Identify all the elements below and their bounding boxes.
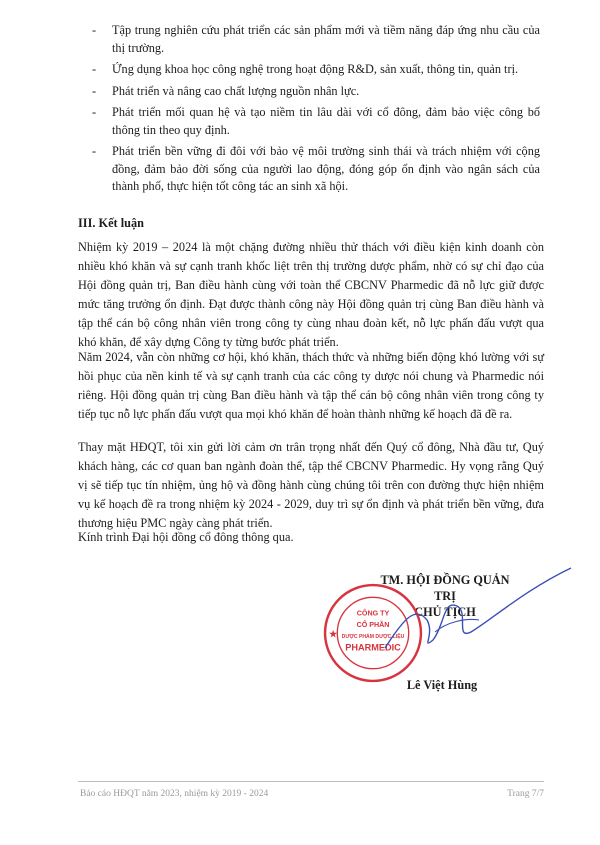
bullet-text: Phát triển và nâng cao chất lượng nguồn nhân lực. bbox=[112, 83, 360, 98]
seal-text: PHARMEDIC bbox=[345, 642, 401, 653]
bullet-item bbox=[92, 143, 540, 196]
section-heading-conclusion: III. Kết luận bbox=[78, 216, 144, 230]
bullet-text: Phát triển bền vững đi đôi với bảo vệ môi trường sinh thái và trách nhiệm với cộng đồng, đảm bảo đời sống của người lao động, đóng góp ổn định vào ngân sách của thành phố, thực hiện tốt công tác an sinh xã hội. bbox=[112, 144, 540, 193]
conclusion-paragraph: Năm 2024, vẫn còn những cơ hội, khó khăn, thách thức và những biến động khó lường với sự hồi phục của nền kinh tế và sự cạnh tranh của các công ty dược nói chung và Pharmedic nói riêng. Hội đồng quản trị cùng Ban điều hành và tập thể cán bộ công nhân viên trong công ty tiếp tục nỗ lực phấn đấu vượt qua mọi khó khăn để hoàn thành những kế hoạch đã đề ra. bbox=[78, 350, 544, 421]
signer-name: Lê Việt Hùng bbox=[406, 678, 478, 692]
bullet-text: Ứng dụng khoa học công nghệ trong hoạt động R&D, sản xuất, thông tin, quản trị. bbox=[112, 62, 519, 76]
signature-role: CHỦ TỊCH bbox=[414, 605, 476, 619]
bullet-dash: - bbox=[92, 144, 97, 158]
bullet-dash: - bbox=[92, 62, 97, 76]
bullet-item bbox=[92, 104, 540, 139]
handwritten-signature bbox=[375, 560, 575, 670]
closing-paragraph: Kính trình Đại hội đồng cổ đông thông qua. bbox=[78, 530, 294, 544]
conclusion-paragraph: Nhiệm kỳ 2019 – 2024 là một chặng đường nhiều thử thách với điều kiện kinh doanh còn nhiều khó khăn và sự cạnh tranh khốc liệt trên thị trường dược phẩm, nhờ có sự chỉ đạo của Hội đồng quản trị, Ban điều hành cùng với toàn thể CBCNV Pharmedic đã nỗ lực giữ được mức tăng trưởng ổn định. Đạt được thành công này Hội đồng quản trị cùng Ban điều hành và tập thể cán bộ công nhân viên trong công ty cùng nhau đoàn kết, nỗ lực phấn đấu vượt qua khó khăn, để xây dựng Công ty từng bước phát triển. bbox=[78, 240, 544, 349]
bullet-dash: - bbox=[92, 105, 97, 119]
bullet-dash: - bbox=[92, 83, 97, 98]
seal-text: DƯỢC PHẨM DƯỢC LIỆU bbox=[341, 634, 405, 641]
bullet-text: Tập trung nghiên cứu phát triển các sản phẩm mới và tiềm năng đáp ứng nhu cầu của thị trường. bbox=[112, 23, 540, 55]
bullet-item bbox=[92, 61, 540, 79]
footer-report-title: Báo cáo HĐQT năm 2023, nhiệm kỳ 2019 - 2024 bbox=[80, 789, 269, 799]
signature-title: TM. HỘI ĐỒNG QUẢN TRỊ bbox=[380, 573, 510, 603]
seal-text: CỔ PHẦN bbox=[356, 620, 390, 629]
bullet-item bbox=[92, 83, 540, 101]
bullet-item bbox=[92, 22, 540, 57]
footer-divider bbox=[78, 781, 544, 782]
conclusion-paragraph: Thay mặt HĐQT, tôi xin gửi lời cảm ơn trân trọng nhất đến Quý cổ đông, Nhà đầu tư, Quý khách hàng, các cơ quan ban ngành đoàn thể, tập thể CBCNV Pharmedic. Hy vọng rằng Quý vị sẽ tiếp tục tín nhiệm, ủng hộ và đồng hành cùng chúng tôi trên con đường thực hiện nhiệm vụ kế hoạch đề ra trong nhiệm kỳ 2024 - 2029, duy trì sự ổn định và phát triển bền vững, đưa thương hiệu PMC ngày càng phát triển. bbox=[78, 440, 544, 530]
goals-bullet-list bbox=[92, 22, 540, 200]
bullet-text: Phát triển mối quan hệ và tạo niềm tin lâu dài với cổ đông, đảm bảo việc công bố thông tin theo quy định. bbox=[112, 105, 540, 137]
footer-page-number: Trang 7/7 bbox=[507, 789, 544, 799]
bullet-dash: - bbox=[92, 23, 97, 37]
seal-star-icon: ★ bbox=[329, 629, 338, 640]
seal-text: CÔNG TY bbox=[356, 609, 390, 618]
